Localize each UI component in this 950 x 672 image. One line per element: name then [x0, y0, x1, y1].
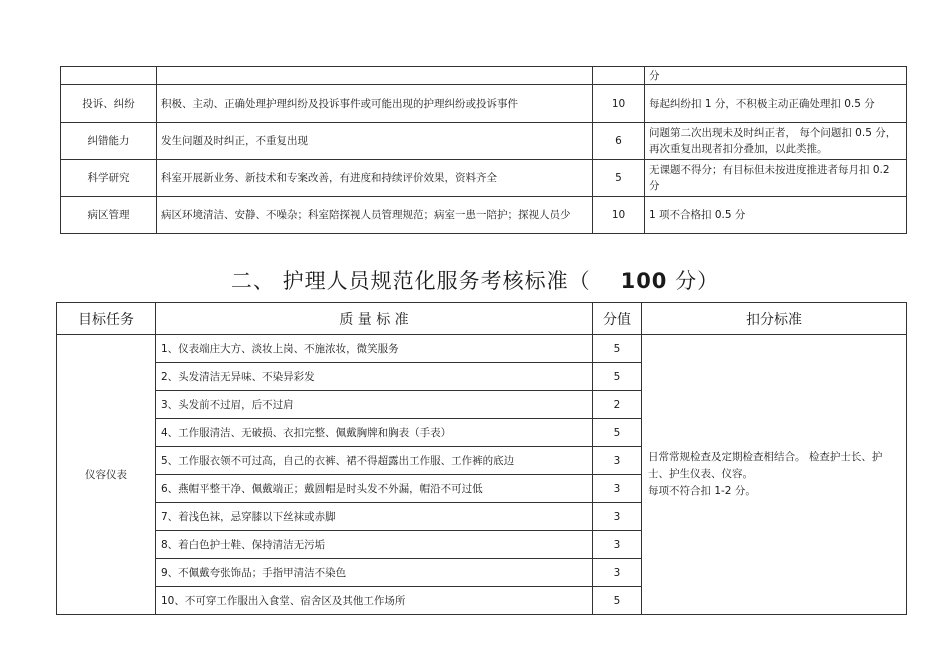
header-deduction: 扣分标准	[642, 303, 907, 335]
score-cell: 5	[593, 419, 642, 447]
score-cell	[593, 67, 645, 85]
section-title-number: 100	[620, 269, 668, 293]
score-cell: 3	[593, 531, 642, 559]
section-title	[0, 266, 950, 296]
deduction-cell: 无课题不得分；有目标但未按进度推进者每月扣 0.2 分	[645, 160, 907, 197]
deduction-cell: 问题第二次出现未及时纠正者， 每个问题扣 0.5 分，再次重复出现者扣分叠加，以此类推。	[645, 123, 907, 160]
standard-cell: 4、工作服清洁、无破损、衣扣完整、佩戴胸牌和胸表（手表）	[156, 419, 593, 447]
table-row	[57, 335, 907, 363]
table-row	[61, 67, 907, 85]
standard-cell: 7、着浅色袜，忌穿膝以下丝袜或赤脚	[156, 503, 593, 531]
previous-section-table	[60, 66, 907, 234]
deduction-cell: 每起纠纷扣 1 分，不积极主动正确处理扣 0.5 分	[645, 85, 907, 123]
standard-cell: 5、工作服衣领不可过高，自己的衣裤、裙不得超露出工作服、工作裤的底边	[156, 447, 593, 475]
score-cell: 3	[593, 447, 642, 475]
score-cell: 2	[593, 391, 642, 419]
table-row	[61, 85, 907, 123]
standard-cell: 9、不佩戴夸张饰品；手指甲清洁不染色	[156, 559, 593, 587]
score-cell: 10	[593, 85, 645, 123]
table-row	[61, 197, 907, 234]
standard-cell: 2、头发清洁无异味、不染异彩发	[156, 363, 593, 391]
group-deduction-cell: 日常常规检查及定期检查相结合。 检查护士长、护士、护生仪表、仪容。 每项不符合扣 1-2 分。	[642, 335, 907, 615]
score-cell: 3	[593, 559, 642, 587]
standard-cell: 积极、主动、正确处理护理纠纷及投诉事件或可能出现的护理纠纷或投诉事件	[157, 85, 593, 123]
standard-cell	[157, 67, 593, 85]
table-row	[61, 160, 907, 197]
task-cell: 纠错能力	[61, 123, 157, 160]
standard-cell: 3、头发前不过眉，后不过肩	[156, 391, 593, 419]
standard-cell: 8、着白色护士鞋、保持清洁无污垢	[156, 531, 593, 559]
score-cell: 3	[593, 475, 642, 503]
table-row	[61, 123, 907, 160]
task-cell	[61, 67, 157, 85]
standard-cell: 10、不可穿工作服出入食堂、宿舍区及其他工作场所	[156, 587, 593, 615]
header-standard: 质 量 标 准	[156, 303, 593, 335]
score-cell: 6	[593, 123, 645, 160]
score-cell: 5	[593, 335, 642, 363]
score-cell: 5	[593, 160, 645, 197]
header-score: 分值	[593, 303, 642, 335]
score-cell: 3	[593, 503, 642, 531]
standard-cell: 1、仪表端庄大方、淡妆上岗、不施浓妆，微笑服务	[156, 335, 593, 363]
task-cell: 病区管理	[61, 197, 157, 234]
standard-cell: 6、燕帽平整干净、佩戴端正；戴圆帽是时头发不外漏，帽沿不可过低	[156, 475, 593, 503]
score-cell: 5	[593, 363, 642, 391]
task-cell: 投诉、纠纷	[61, 85, 157, 123]
service-standard-table	[56, 302, 907, 615]
section-title-text: 二、 护理人员规范化服务考核标准（	[230, 269, 591, 293]
standard-cell: 病区环境清洁、安静、不噪杂；科室陪探视人员管理规范；病室一患一陪护；探视人员少	[157, 197, 593, 234]
section-title-suffix: 分）	[675, 269, 720, 293]
task-cell: 科学研究	[61, 160, 157, 197]
score-cell: 5	[593, 587, 642, 615]
deduction-cell: 分	[645, 67, 907, 85]
header-task: 目标任务	[57, 303, 156, 335]
group-task-cell: 仪容仪表	[57, 335, 156, 615]
table-header-row	[57, 303, 907, 335]
deduction-cell: 1 项不合格扣 0.5 分	[645, 197, 907, 234]
score-cell: 10	[593, 197, 645, 234]
standard-cell: 发生问题及时纠正，不重复出现	[157, 123, 593, 160]
standard-cell: 科室开展新业务、新技术和专案改善，有进度和持续评价效果，资料齐全	[157, 160, 593, 197]
